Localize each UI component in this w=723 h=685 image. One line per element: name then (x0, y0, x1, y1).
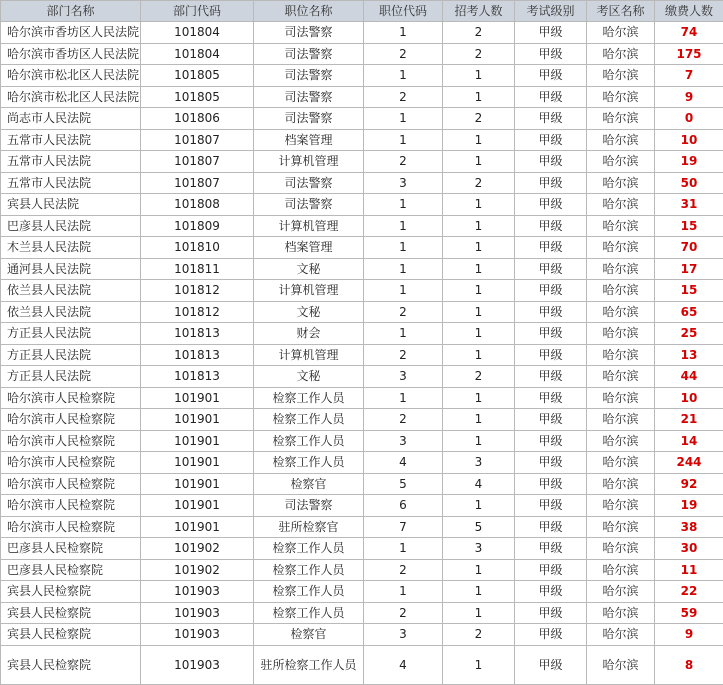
cell-dept-name: 宾县人民检察院 (1, 645, 141, 684)
table-body (1, 22, 723, 685)
header-dept-name: 部门名称 (1, 1, 141, 22)
cell-dept-code: 101809 (141, 215, 254, 237)
cell-hire-count: 1 (443, 559, 515, 581)
cell-paid-count: 15 (655, 215, 723, 237)
cell-dept-name: 哈尔滨市人民检察院 (1, 495, 141, 517)
cell-exam-area: 哈尔滨 (587, 22, 655, 44)
cell-exam-level: 甲级 (515, 43, 587, 65)
cell-position-code: 1 (364, 129, 443, 151)
table-row (1, 538, 723, 560)
cell-exam-level: 甲级 (515, 151, 587, 173)
cell-exam-level: 甲级 (515, 65, 587, 87)
cell-exam-level: 甲级 (515, 473, 587, 495)
cell-position-name: 驻所检察工作人员 (254, 645, 364, 684)
header-exam-area: 考区名称 (587, 1, 655, 22)
cell-dept-name: 宾县人民检察院 (1, 624, 141, 646)
table-row (1, 366, 723, 388)
cell-dept-name: 尚志市人民法院 (1, 108, 141, 130)
table-row (1, 108, 723, 130)
cell-position-code: 1 (364, 387, 443, 409)
cell-exam-level: 甲级 (515, 215, 587, 237)
cell-dept-name: 哈尔滨市人民检察院 (1, 452, 141, 474)
cell-exam-level: 甲级 (515, 495, 587, 517)
cell-dept-code: 101812 (141, 301, 254, 323)
cell-exam-area: 哈尔滨 (587, 624, 655, 646)
cell-exam-area: 哈尔滨 (587, 452, 655, 474)
table-row (1, 516, 723, 538)
cell-exam-area: 哈尔滨 (587, 237, 655, 259)
cell-hire-count: 1 (443, 151, 515, 173)
cell-exam-area: 哈尔滨 (587, 194, 655, 216)
cell-exam-level: 甲级 (515, 409, 587, 431)
table-row (1, 43, 723, 65)
cell-exam-level: 甲级 (515, 538, 587, 560)
cell-paid-count: 9 (655, 624, 723, 646)
cell-dept-code: 101811 (141, 258, 254, 280)
cell-dept-name: 哈尔滨市香坊区人民法院 (1, 43, 141, 65)
cell-position-code: 2 (364, 602, 443, 624)
table-row (1, 645, 723, 684)
cell-hire-count: 2 (443, 366, 515, 388)
table-row (1, 473, 723, 495)
cell-exam-area: 哈尔滨 (587, 129, 655, 151)
header-hire-count: 招考人数 (443, 1, 515, 22)
cell-dept-code: 101812 (141, 280, 254, 302)
cell-paid-count: 244 (655, 452, 723, 474)
cell-paid-count: 30 (655, 538, 723, 560)
cell-dept-name: 宾县人民法院 (1, 194, 141, 216)
cell-exam-level: 甲级 (515, 258, 587, 280)
cell-dept-code: 101901 (141, 409, 254, 431)
cell-exam-area: 哈尔滨 (587, 495, 655, 517)
cell-dept-name: 宾县人民检察院 (1, 602, 141, 624)
cell-position-name: 财会 (254, 323, 364, 345)
cell-hire-count: 1 (443, 86, 515, 108)
cell-position-code: 1 (364, 108, 443, 130)
cell-position-code: 4 (364, 452, 443, 474)
cell-exam-area: 哈尔滨 (587, 43, 655, 65)
cell-hire-count: 1 (443, 344, 515, 366)
cell-position-name: 文秘 (254, 301, 364, 323)
cell-position-name: 司法警察 (254, 65, 364, 87)
cell-position-code: 2 (364, 301, 443, 323)
cell-exam-area: 哈尔滨 (587, 301, 655, 323)
cell-paid-count: 74 (655, 22, 723, 44)
cell-paid-count: 175 (655, 43, 723, 65)
table-row (1, 344, 723, 366)
cell-exam-area: 哈尔滨 (587, 645, 655, 684)
cell-position-code: 6 (364, 495, 443, 517)
cell-position-name: 检察工作人员 (254, 538, 364, 560)
cell-hire-count: 1 (443, 409, 515, 431)
table-row (1, 430, 723, 452)
cell-dept-name: 巴彦县人民检察院 (1, 538, 141, 560)
cell-exam-area: 哈尔滨 (587, 280, 655, 302)
cell-position-name: 档案管理 (254, 129, 364, 151)
cell-position-code: 3 (364, 430, 443, 452)
cell-dept-code: 101902 (141, 538, 254, 560)
cell-paid-count: 11 (655, 559, 723, 581)
cell-position-code: 2 (364, 344, 443, 366)
cell-exam-level: 甲级 (515, 237, 587, 259)
cell-exam-level: 甲级 (515, 624, 587, 646)
cell-paid-count: 70 (655, 237, 723, 259)
cell-exam-area: 哈尔滨 (587, 366, 655, 388)
cell-position-name: 司法警察 (254, 495, 364, 517)
cell-exam-level: 甲级 (515, 602, 587, 624)
cell-position-code: 1 (364, 22, 443, 44)
cell-position-name: 档案管理 (254, 237, 364, 259)
cell-paid-count: 19 (655, 495, 723, 517)
cell-position-name: 司法警察 (254, 194, 364, 216)
cell-position-code: 2 (364, 43, 443, 65)
cell-position-code: 1 (364, 215, 443, 237)
cell-position-code: 1 (364, 538, 443, 560)
cell-position-code: 3 (364, 172, 443, 194)
cell-hire-count: 1 (443, 129, 515, 151)
cell-paid-count: 8 (655, 645, 723, 684)
table-header-row (1, 1, 723, 22)
header-position-code: 职位代码 (364, 1, 443, 22)
cell-dept-code: 101804 (141, 22, 254, 44)
cell-exam-level: 甲级 (515, 559, 587, 581)
header-paid-count: 缴费人数 (655, 1, 723, 22)
table-row (1, 280, 723, 302)
cell-paid-count: 14 (655, 430, 723, 452)
cell-exam-area: 哈尔滨 (587, 344, 655, 366)
cell-paid-count: 59 (655, 602, 723, 624)
cell-position-name: 检察工作人员 (254, 452, 364, 474)
cell-exam-area: 哈尔滨 (587, 387, 655, 409)
cell-position-code: 4 (364, 645, 443, 684)
cell-paid-count: 50 (655, 172, 723, 194)
table-row (1, 194, 723, 216)
cell-dept-code: 101901 (141, 387, 254, 409)
cell-dept-code: 101807 (141, 151, 254, 173)
table-row (1, 602, 723, 624)
cell-exam-level: 甲级 (515, 516, 587, 538)
cell-dept-name: 木兰县人民法院 (1, 237, 141, 259)
cell-position-name: 司法警察 (254, 108, 364, 130)
cell-hire-count: 2 (443, 43, 515, 65)
cell-dept-code: 101806 (141, 108, 254, 130)
table-row (1, 495, 723, 517)
cell-paid-count: 19 (655, 151, 723, 173)
cell-dept-code: 101901 (141, 495, 254, 517)
table-row (1, 86, 723, 108)
cell-exam-area: 哈尔滨 (587, 581, 655, 603)
cell-hire-count: 4 (443, 473, 515, 495)
cell-hire-count: 3 (443, 452, 515, 474)
cell-dept-code: 101810 (141, 237, 254, 259)
cell-position-code: 1 (364, 323, 443, 345)
table-row (1, 452, 723, 474)
cell-position-code: 1 (364, 581, 443, 603)
cell-dept-code: 101807 (141, 129, 254, 151)
cell-exam-level: 甲级 (515, 581, 587, 603)
cell-dept-code: 101902 (141, 559, 254, 581)
cell-dept-code: 101903 (141, 645, 254, 684)
cell-hire-count: 1 (443, 430, 515, 452)
cell-exam-level: 甲级 (515, 301, 587, 323)
cell-dept-name: 哈尔滨市人民检察院 (1, 516, 141, 538)
cell-paid-count: 92 (655, 473, 723, 495)
table-row (1, 65, 723, 87)
cell-paid-count: 0 (655, 108, 723, 130)
cell-exam-level: 甲级 (515, 323, 587, 345)
cell-exam-area: 哈尔滨 (587, 172, 655, 194)
cell-dept-code: 101901 (141, 516, 254, 538)
cell-dept-name: 五常市人民法院 (1, 129, 141, 151)
cell-position-name: 计算机管理 (254, 215, 364, 237)
cell-exam-level: 甲级 (515, 86, 587, 108)
cell-dept-code: 101805 (141, 65, 254, 87)
cell-position-code: 1 (364, 280, 443, 302)
table-row (1, 559, 723, 581)
cell-dept-name: 哈尔滨市人民检察院 (1, 387, 141, 409)
cell-exam-level: 甲级 (515, 108, 587, 130)
cell-exam-area: 哈尔滨 (587, 65, 655, 87)
cell-position-name: 计算机管理 (254, 151, 364, 173)
cell-exam-level: 甲级 (515, 280, 587, 302)
cell-hire-count: 1 (443, 581, 515, 603)
cell-dept-name: 哈尔滨市人民检察院 (1, 473, 141, 495)
cell-position-code: 2 (364, 86, 443, 108)
cell-dept-name: 五常市人民法院 (1, 151, 141, 173)
cell-dept-name: 哈尔滨市松北区人民法院 (1, 65, 141, 87)
table-row (1, 151, 723, 173)
cell-exam-level: 甲级 (515, 194, 587, 216)
cell-exam-area: 哈尔滨 (587, 215, 655, 237)
cell-paid-count: 9 (655, 86, 723, 108)
cell-exam-area: 哈尔滨 (587, 409, 655, 431)
cell-dept-name: 哈尔滨市松北区人民法院 (1, 86, 141, 108)
cell-exam-level: 甲级 (515, 645, 587, 684)
cell-exam-area: 哈尔滨 (587, 323, 655, 345)
header-dept-code: 部门代码 (141, 1, 254, 22)
cell-paid-count: 44 (655, 366, 723, 388)
cell-exam-area: 哈尔滨 (587, 559, 655, 581)
table-row (1, 129, 723, 151)
table-row (1, 323, 723, 345)
cell-position-code: 1 (364, 258, 443, 280)
cell-exam-level: 甲级 (515, 129, 587, 151)
cell-dept-name: 方正县人民法院 (1, 323, 141, 345)
cell-exam-area: 哈尔滨 (587, 473, 655, 495)
cell-hire-count: 1 (443, 215, 515, 237)
table-row (1, 22, 723, 44)
cell-paid-count: 13 (655, 344, 723, 366)
cell-hire-count: 1 (443, 237, 515, 259)
cell-dept-name: 五常市人民法院 (1, 172, 141, 194)
table-row (1, 258, 723, 280)
cell-dept-name: 宾县人民检察院 (1, 581, 141, 603)
cell-paid-count: 7 (655, 65, 723, 87)
cell-position-name: 检察工作人员 (254, 581, 364, 603)
cell-dept-code: 101807 (141, 172, 254, 194)
cell-position-code: 1 (364, 237, 443, 259)
cell-position-name: 检察工作人员 (254, 602, 364, 624)
cell-paid-count: 15 (655, 280, 723, 302)
cell-exam-area: 哈尔滨 (587, 86, 655, 108)
cell-dept-code: 101901 (141, 430, 254, 452)
cell-position-name: 检察官 (254, 624, 364, 646)
cell-dept-name: 巴彦县人民法院 (1, 215, 141, 237)
cell-dept-name: 方正县人民法院 (1, 344, 141, 366)
cell-position-code: 2 (364, 151, 443, 173)
cell-dept-code: 101813 (141, 323, 254, 345)
cell-dept-code: 101813 (141, 366, 254, 388)
table-row (1, 624, 723, 646)
cell-paid-count: 10 (655, 129, 723, 151)
cell-paid-count: 21 (655, 409, 723, 431)
cell-position-name: 检察工作人员 (254, 559, 364, 581)
cell-dept-name: 方正县人民法院 (1, 366, 141, 388)
cell-hire-count: 2 (443, 22, 515, 44)
table-row (1, 581, 723, 603)
cell-exam-level: 甲级 (515, 387, 587, 409)
cell-dept-code: 101808 (141, 194, 254, 216)
cell-position-name: 驻所检察官 (254, 516, 364, 538)
cell-position-code: 1 (364, 194, 443, 216)
cell-paid-count: 38 (655, 516, 723, 538)
cell-exam-level: 甲级 (515, 344, 587, 366)
table-row (1, 172, 723, 194)
cell-position-code: 3 (364, 366, 443, 388)
cell-paid-count: 31 (655, 194, 723, 216)
cell-exam-area: 哈尔滨 (587, 151, 655, 173)
cell-position-name: 文秘 (254, 258, 364, 280)
cell-dept-name: 通河县人民法院 (1, 258, 141, 280)
cell-exam-area: 哈尔滨 (587, 538, 655, 560)
cell-exam-level: 甲级 (515, 430, 587, 452)
cell-dept-name: 哈尔滨市人民检察院 (1, 409, 141, 431)
cell-hire-count: 1 (443, 495, 515, 517)
cell-paid-count: 17 (655, 258, 723, 280)
cell-hire-count: 1 (443, 194, 515, 216)
table-row (1, 409, 723, 431)
cell-exam-level: 甲级 (515, 452, 587, 474)
cell-dept-name: 哈尔滨市人民检察院 (1, 430, 141, 452)
cell-position-name: 计算机管理 (254, 280, 364, 302)
cell-position-code: 3 (364, 624, 443, 646)
cell-position-code: 7 (364, 516, 443, 538)
cell-hire-count: 2 (443, 172, 515, 194)
cell-dept-name: 依兰县人民法院 (1, 301, 141, 323)
cell-paid-count: 65 (655, 301, 723, 323)
cell-position-name: 检察官 (254, 473, 364, 495)
cell-position-name: 司法警察 (254, 86, 364, 108)
header-exam-level: 考试级别 (515, 1, 587, 22)
cell-position-code: 1 (364, 65, 443, 87)
cell-dept-code: 101903 (141, 624, 254, 646)
cell-dept-name: 哈尔滨市香坊区人民法院 (1, 22, 141, 44)
cell-dept-code: 101901 (141, 452, 254, 474)
cell-position-code: 5 (364, 473, 443, 495)
cell-position-name: 检察工作人员 (254, 430, 364, 452)
cell-exam-area: 哈尔滨 (587, 108, 655, 130)
cell-position-name: 文秘 (254, 366, 364, 388)
cell-hire-count: 1 (443, 602, 515, 624)
cell-hire-count: 2 (443, 624, 515, 646)
cell-dept-code: 101805 (141, 86, 254, 108)
cell-exam-area: 哈尔滨 (587, 258, 655, 280)
cell-hire-count: 1 (443, 323, 515, 345)
cell-paid-count: 10 (655, 387, 723, 409)
cell-position-name: 司法警察 (254, 22, 364, 44)
cell-exam-level: 甲级 (515, 366, 587, 388)
cell-hire-count: 1 (443, 280, 515, 302)
header-position-name: 职位名称 (254, 1, 364, 22)
table-row (1, 237, 723, 259)
cell-position-code: 2 (364, 559, 443, 581)
cell-position-code: 2 (364, 409, 443, 431)
cell-position-name: 计算机管理 (254, 344, 364, 366)
cell-position-name: 检察工作人员 (254, 409, 364, 431)
cell-exam-level: 甲级 (515, 22, 587, 44)
cell-position-name: 司法警察 (254, 172, 364, 194)
cell-paid-count: 25 (655, 323, 723, 345)
cell-hire-count: 5 (443, 516, 515, 538)
cell-dept-name: 巴彦县人民检察院 (1, 559, 141, 581)
cell-hire-count: 1 (443, 301, 515, 323)
cell-hire-count: 2 (443, 108, 515, 130)
cell-position-name: 司法警察 (254, 43, 364, 65)
table-row (1, 387, 723, 409)
cell-dept-code: 101804 (141, 43, 254, 65)
cell-paid-count: 22 (655, 581, 723, 603)
cell-hire-count: 1 (443, 387, 515, 409)
cell-dept-code: 101903 (141, 581, 254, 603)
cell-exam-area: 哈尔滨 (587, 602, 655, 624)
cell-dept-code: 101903 (141, 602, 254, 624)
cell-exam-area: 哈尔滨 (587, 430, 655, 452)
table-row (1, 301, 723, 323)
cell-dept-code: 101813 (141, 344, 254, 366)
cell-hire-count: 1 (443, 258, 515, 280)
cell-hire-count: 3 (443, 538, 515, 560)
cell-position-name: 检察工作人员 (254, 387, 364, 409)
cell-hire-count: 1 (443, 645, 515, 684)
cell-dept-code: 101901 (141, 473, 254, 495)
cell-exam-area: 哈尔滨 (587, 516, 655, 538)
cell-dept-name: 依兰县人民法院 (1, 280, 141, 302)
cell-hire-count: 1 (443, 65, 515, 87)
cell-exam-level: 甲级 (515, 172, 587, 194)
table-row (1, 215, 723, 237)
